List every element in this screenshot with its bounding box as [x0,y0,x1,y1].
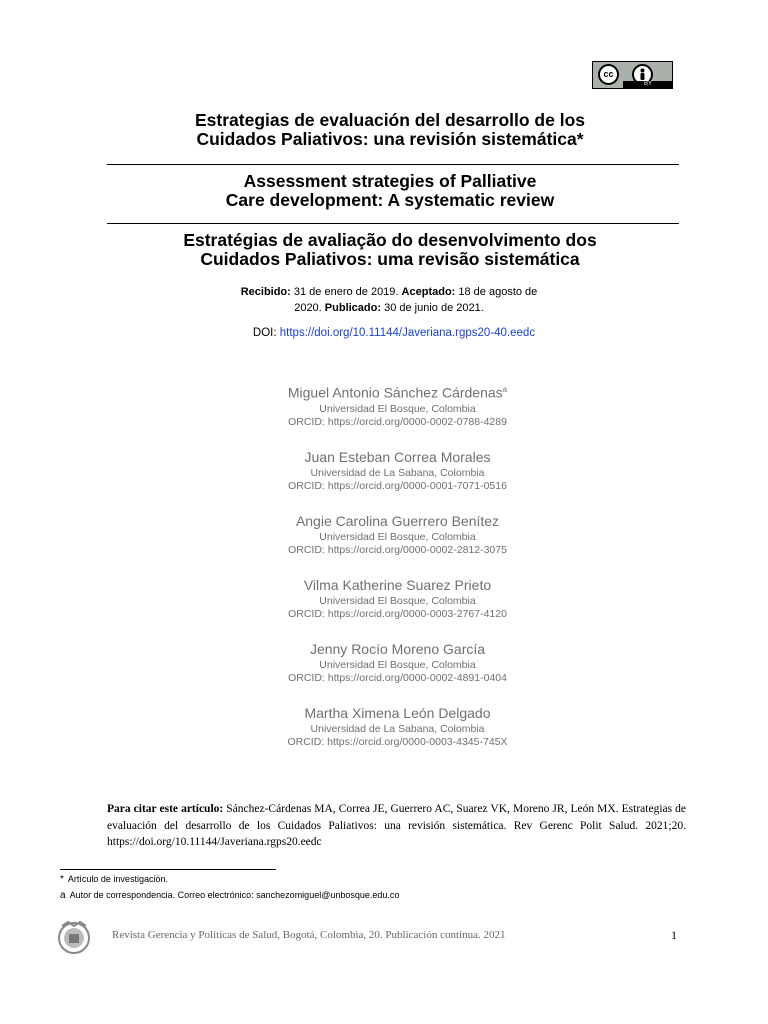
doi-link[interactable]: https://doi.org/10.11144/Javeriana.rgps20-40.eedc [279,327,536,339]
author-orcid[interactable]: ORCID: https://orcid.org/0000-0002-2812-3075 [288,543,507,556]
author-affiliation: Universidad de La Sabana, Colombia [310,722,485,735]
author-entry [0,380,768,429]
author-affiliation: Universidad de La Sabana, Colombia [310,466,485,479]
author-orcid[interactable]: ORCID: https://orcid.org/0000-0001-7071-0516 [288,479,507,492]
title-spanish: Estrategias de evaluación del desarrollo de los Cuidados Paliativos: una revisión sistemática* [194,110,585,149]
by-label: BY [623,81,673,88]
citation-block: Para citar este artículo: Sánchez-Cárdenas MA, Correa JE, Guerrero AC, Suarez VK, Moreno JR, León MX. Estrategias de evaluación del desarrollo de los Cuidados Paliativos: una revisión sistemática. Rev Gerenc Polit Salud. 2021;20. https://doi.org/10.11144/Javeriana.rgps20.eedc [107,803,686,848]
cc-by-license-badge[interactable] [592,61,673,89]
author-orcid[interactable]: ORCID: https://orcid.org/0000-0002-4891-0404 [288,671,507,684]
footnote: * Artículo de investigación. [60,874,168,885]
author-affiliation: Universidad El Bosque, Colombia [319,658,476,671]
author-entry [0,575,768,621]
footnote-divider [60,869,276,870]
title-divider [107,164,679,165]
footer-journal: Revista Gerencia y Políticas de Salud, Bogotá, Colombia, 20. Publicación continua. 2021 [112,929,506,941]
author-affiliation: Universidad El Bosque, Colombia [319,530,476,543]
author-entry [0,703,768,749]
author-name: Miguel Antonio Sánchez Cárdenas$^a$ [287,384,508,401]
author-orcid[interactable]: ORCID: https://orcid.org/0000-0003-2767-4120 [288,607,507,620]
author-name: Juan Esteban Correa Morales [304,448,491,465]
author-name: Angie Carolina Guerrero Benítez [295,512,500,529]
author-affiliation: Universidad El Bosque, Colombia [319,594,476,607]
author-orcid[interactable]: ORCID: https://orcid.org/0000-0003-4345-745X [287,735,508,748]
cc-icon: cc [598,64,619,85]
author-affiliation: Universidad El Bosque, Colombia [319,402,476,415]
page-number: 1 [671,928,677,942]
author-name: Martha Ximena León Delgado [304,704,491,721]
title-english: Assessment strategies of Palliative Care development: A systematic review [225,171,555,210]
doi: DOI: https://doi.org/10.11144/Javeriana.rgps20-40.eedc [252,327,536,339]
university-seal-icon [54,918,94,956]
author-entry [0,639,768,685]
author-name: Jenny Rocío Moreno García [309,640,486,657]
author-list [0,380,768,767]
title-portuguese: Estratégias de avaliação do desenvolvimento dos Cuidados Paliativos: uma revisão sistemática [183,230,597,269]
author-entry [0,511,768,557]
author-orcid[interactable]: ORCID: https://orcid.org/0000-0002-0788-4289 [288,415,507,428]
publication-dates: Recibido: 31 de enero de 2019. Aceptado: 18 de agosto de 2020. Publicado: 30 de junio de 2021. [240,286,538,314]
author-name: Vilma Katherine Suarez Prieto [303,576,492,593]
footnote: a Autor de correspondencia. Correo electrónico: sanchezomiguel@unbosque.edu.co [60,890,400,901]
author-entry [0,447,768,493]
title-divider [107,223,679,224]
